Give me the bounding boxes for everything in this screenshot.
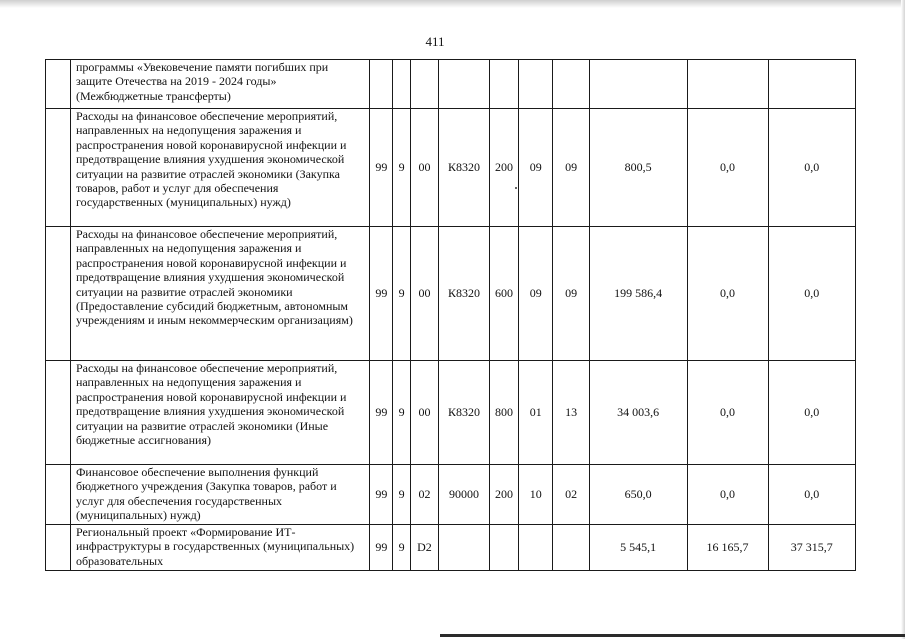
amount-cell: 16 165,7 bbox=[687, 525, 768, 571]
code-cell bbox=[489, 60, 518, 109]
code-cell: 90000 bbox=[439, 465, 490, 525]
amount-cell: 0,0 bbox=[687, 361, 768, 465]
code-cell: 9 bbox=[393, 525, 411, 571]
code-cell bbox=[410, 60, 438, 109]
row-index-cell bbox=[46, 465, 71, 525]
scan-edge-right bbox=[901, 0, 905, 639]
item-name: Расходы на финансовое обеспечение мероприятий, направленных на недопущения заражения и распространения новой коронавирусной инфекции и предотвращение влияния ухудшения экономической ситуации на развитие отраслей экономики (Иные бюджетные ассигнования) bbox=[70, 361, 369, 465]
code-cell bbox=[393, 60, 411, 109]
amount-cell: 199 586,4 bbox=[589, 227, 687, 361]
amount-cell bbox=[589, 60, 687, 109]
item-name: Расходы на финансовое обеспечение мероприятий, направленных на недопущения заражения и распространения новой коронавирусной инфекции и предотвращение влияния ухудшения экономической ситуации на развитие отраслей экономики (Закупка товаров, работ и услуг для обеспечения государственных (муниципальных) нужд) bbox=[70, 109, 369, 227]
code-cell: 99 bbox=[370, 361, 393, 465]
table-row bbox=[46, 109, 856, 227]
amount-cell: 0,0 bbox=[687, 109, 768, 227]
row-index-cell bbox=[46, 525, 71, 571]
code-cell: 00 bbox=[410, 361, 438, 465]
row-index-cell bbox=[46, 60, 71, 109]
code-cell: 99 bbox=[370, 465, 393, 525]
table-row bbox=[46, 361, 856, 465]
amount-cell: 34 003,6 bbox=[589, 361, 687, 465]
amount-cell: 0,0 bbox=[768, 361, 855, 465]
amount-cell bbox=[768, 60, 855, 109]
code-cell bbox=[439, 60, 490, 109]
code-cell: 02 bbox=[553, 465, 589, 525]
code-cell: 09 bbox=[519, 109, 553, 227]
code-cell: 09 bbox=[553, 227, 589, 361]
amount-cell: 0,0 bbox=[768, 465, 855, 525]
code-cell bbox=[519, 525, 553, 571]
scan-edge-top bbox=[0, 0, 905, 8]
code-cell: 200 bbox=[489, 109, 518, 227]
code-cell: 9 bbox=[393, 465, 411, 525]
code-cell bbox=[519, 60, 553, 109]
code-cell: К8320 bbox=[439, 227, 490, 361]
code-cell: 9 bbox=[393, 361, 411, 465]
amount-cell: 0,0 bbox=[768, 227, 855, 361]
code-cell: D2 bbox=[410, 525, 438, 571]
code-cell bbox=[489, 525, 518, 571]
item-name: Региональный проект «Формирование ИТ-инфраструктуры в государственных (муниципальных) образовательных bbox=[70, 525, 369, 571]
page-number: 411 bbox=[425, 34, 445, 49]
code-cell bbox=[439, 525, 490, 571]
table-row bbox=[46, 227, 856, 361]
amount-cell: 37 315,7 bbox=[768, 525, 855, 571]
code-cell: К8320 bbox=[439, 361, 490, 465]
code-cell: 9 bbox=[393, 109, 411, 227]
code-cell: 99 bbox=[370, 525, 393, 571]
code-cell: 09 bbox=[553, 109, 589, 227]
code-cell: 00 bbox=[410, 109, 438, 227]
code-cell: 99 bbox=[370, 109, 393, 227]
code-cell: 9 bbox=[393, 227, 411, 361]
row-index-cell bbox=[46, 109, 71, 227]
amount-cell: 0,0 bbox=[687, 465, 768, 525]
code-cell: К8320 bbox=[439, 109, 490, 227]
amount-cell bbox=[687, 60, 768, 109]
code-cell: 99 bbox=[370, 227, 393, 361]
item-name: Расходы на финансовое обеспечение мероприятий, направленных на недопущения заражения и распространения новой коронавирусной инфекции и предотвращение влияния ухудшения экономической ситуации на развитие отраслей экономики (Предоставление субсидий бюджетным, автономным учреждениям и иным некоммерческим организациям) bbox=[70, 227, 369, 361]
code-cell bbox=[370, 60, 393, 109]
scan-speck bbox=[515, 187, 517, 189]
item-name: программы «Увековечение памяти погибших при защите Отечества на 2019 - 2024 годы» (Межбюджетные трансферты) bbox=[70, 60, 369, 109]
amount-cell: 5 545,1 bbox=[589, 525, 687, 571]
code-cell: 09 bbox=[519, 227, 553, 361]
code-cell bbox=[553, 60, 589, 109]
code-cell: 600 bbox=[489, 227, 518, 361]
table-row bbox=[46, 60, 856, 109]
amount-cell: 0,0 bbox=[687, 227, 768, 361]
row-index-cell bbox=[46, 227, 71, 361]
code-cell: 800 bbox=[489, 361, 518, 465]
code-cell: 10 bbox=[519, 465, 553, 525]
amount-cell: 800,5 bbox=[589, 109, 687, 227]
budget-table bbox=[45, 59, 856, 571]
row-index-cell bbox=[46, 361, 71, 465]
code-cell: 02 bbox=[410, 465, 438, 525]
table-row bbox=[46, 525, 856, 571]
code-cell: 200 bbox=[489, 465, 518, 525]
amount-cell: 0,0 bbox=[768, 109, 855, 227]
code-cell: 01 bbox=[519, 361, 553, 465]
item-name: Финансовое обеспечение выполнения функций бюджетного учреждения (Закупка товаров, работ и услуг для обеспечения государственных (муниципальных) нужд) bbox=[70, 465, 369, 525]
table-row bbox=[46, 465, 856, 525]
code-cell bbox=[553, 525, 589, 571]
code-cell: 00 bbox=[410, 227, 438, 361]
amount-cell: 650,0 bbox=[589, 465, 687, 525]
scan-edge-bottom bbox=[440, 634, 905, 637]
code-cell: 13 bbox=[553, 361, 589, 465]
